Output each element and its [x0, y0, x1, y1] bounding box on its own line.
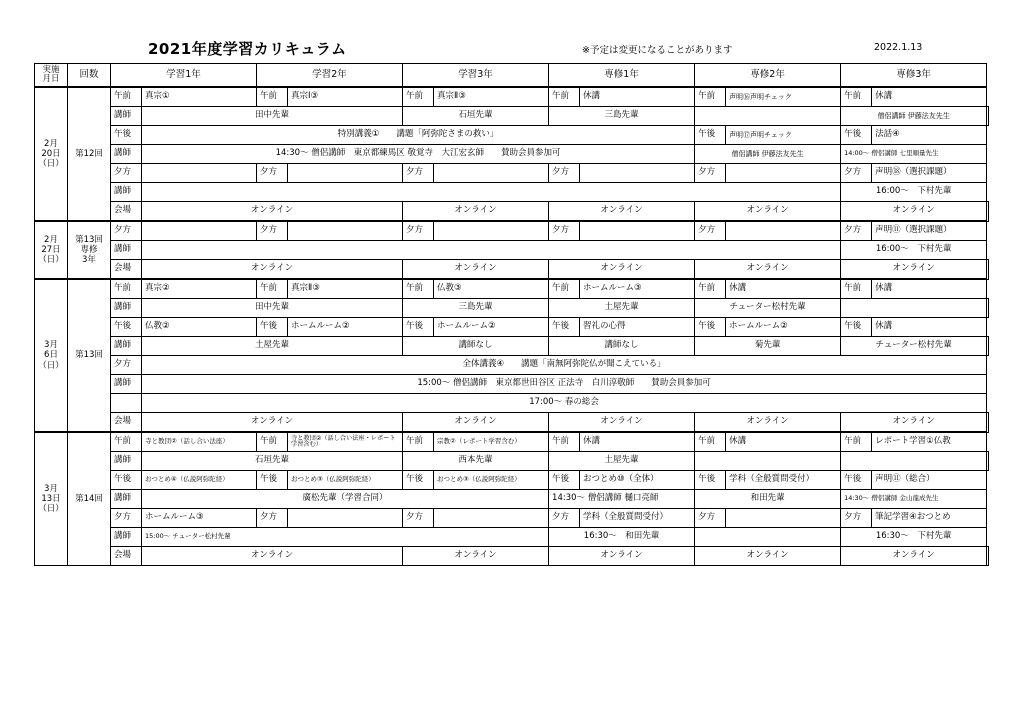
- b2-venue-s3: [987, 260, 989, 280]
- am-label: 午前: [549, 279, 580, 299]
- am-label: 午前: [257, 87, 288, 107]
- b2-venue-g3: オンライン: [549, 260, 695, 280]
- am-label: 午前: [695, 87, 726, 107]
- am-label: 午前: [403, 279, 434, 299]
- pm-label: 午後: [403, 318, 434, 337]
- b1-venue-s1: オンライン: [695, 202, 841, 222]
- table-header-row: [35, 64, 989, 88]
- eve-label: 夕方: [257, 221, 288, 241]
- b4-pm-s1: おつとめ⑩（全体）: [580, 471, 695, 490]
- lecturer-label: 講師: [111, 145, 142, 164]
- b3-eve-main: 全体講義④ 講題「南無阿弥陀仏が聞こえている」: [142, 356, 987, 375]
- b4-am-lect-g1: 石垣先輩: [142, 452, 403, 471]
- header-round: 回数: [68, 64, 111, 88]
- block4-round: 第14回: [68, 432, 111, 566]
- pm-label: 午後: [695, 126, 726, 145]
- eve-label: 夕方: [549, 221, 580, 241]
- eve-label: 夕方: [549, 164, 580, 183]
- b4-pm-lect-s2: 和田先輩: [695, 490, 841, 509]
- table-row: [35, 126, 989, 145]
- am-label: 午前: [841, 279, 872, 299]
- b1-eve-s3: 声明⑱（選択課題）: [872, 164, 987, 183]
- eve-label: 夕方: [403, 221, 434, 241]
- b4-eve-lect-s3: 16:30～ 下村先輩: [841, 528, 987, 547]
- b3-venue-g1: オンライン: [142, 413, 403, 433]
- table-row: [35, 164, 989, 183]
- eve-label: 夕方: [111, 356, 142, 375]
- b3-pm-s3: 休講: [872, 318, 987, 337]
- b4-venue-g1: オンライン: [142, 547, 403, 566]
- b1-venue-g3: オンライン: [549, 202, 695, 222]
- eve-label: 夕方: [257, 164, 288, 183]
- b3-am-g1: 真宗②: [142, 279, 257, 299]
- header-s1: 専修1年: [549, 64, 695, 88]
- eve-label: 夕方: [111, 221, 142, 241]
- table-row: [35, 260, 989, 280]
- block3-date: 3月 6日 （日）: [35, 279, 68, 432]
- table-row: [35, 145, 989, 164]
- b1-am-lect-g1: 田中先輩: [142, 107, 403, 126]
- lecturer-label: 講師: [111, 490, 142, 509]
- b4-am-lect-g2: 西本先輩: [403, 452, 549, 471]
- lecturer-label: 講師: [111, 107, 142, 126]
- b3-venue-g2: オンライン: [403, 413, 549, 433]
- b1-pm-s3: 法話④: [872, 126, 987, 145]
- table-row: [35, 356, 989, 375]
- eve-label: 夕方: [111, 164, 142, 183]
- eve-label: 夕方: [257, 509, 288, 528]
- b3-extra-event: 17:00～ 春の総会: [142, 394, 987, 413]
- pm-label: 午後: [111, 318, 142, 337]
- header-date: 実施 月日: [35, 64, 68, 88]
- table-row: [35, 413, 989, 433]
- b2-venue-s2: オンライン: [841, 260, 987, 280]
- b1-am-g2: 真宗Ⅰ③: [288, 87, 403, 107]
- table-row: [35, 509, 989, 528]
- b1-am-g3: 真宗Ⅱ③: [434, 87, 549, 107]
- b3-venue-s3: [987, 413, 989, 433]
- header-s3: 専修3年: [841, 64, 987, 88]
- pm-label: 午後: [695, 318, 726, 337]
- am-label: 午前: [403, 87, 434, 107]
- venue-label: 会場: [111, 202, 142, 222]
- eve-label: 夕方: [841, 221, 872, 241]
- pm-label: 午後: [841, 318, 872, 337]
- b3-eve-lect-main: 15:00～ 僧侶講師 東京都世田谷区 正法寺 白川淳敬師 賛助会員参加可: [142, 375, 987, 394]
- table-row: [35, 394, 989, 413]
- b4-venue-g3: オンライン: [549, 547, 695, 566]
- b4-pm-s2: 学科（全般質問受付）: [726, 471, 841, 490]
- b1-am-g1: 真宗①: [142, 87, 257, 107]
- table-row: [35, 547, 989, 566]
- b1-am-lect-g2: 石垣先輩: [403, 107, 549, 126]
- table-row: [35, 87, 989, 107]
- b4-eve-lect-g1: 15:00～ チューター松村先輩: [142, 528, 549, 547]
- eve-label: 夕方: [695, 221, 726, 241]
- b1-am-lect-g3: 三島先輩: [549, 107, 695, 126]
- lecturer-label: 講師: [111, 299, 142, 318]
- block2-round: 第13回 専修 3年: [68, 221, 111, 279]
- b3-am-lect-g1: 田中先輩: [142, 299, 403, 318]
- table-row: [35, 432, 989, 452]
- b2-eve-s3: 声明⑪（選択課題）: [872, 221, 987, 241]
- table-row: [35, 490, 989, 509]
- b1-pm-lect-main: 14:30～ 僧侶講師 東京都練馬区 敬覚寺 大江宏玄師 賛助会員参加可: [142, 145, 695, 164]
- page-title: 2021年度学習カリキュラム: [148, 40, 347, 58]
- am-label: 午前: [111, 87, 142, 107]
- lecturer-label: 講師: [111, 241, 142, 260]
- am-label: 午前: [695, 432, 726, 452]
- table-row: [35, 471, 989, 490]
- am-label: 午前: [257, 432, 288, 452]
- venue-label: 会場: [111, 547, 142, 566]
- b1-venue-s3: [987, 202, 989, 222]
- am-label: 午前: [549, 87, 580, 107]
- b3-pm-lect-s1: 菊先輩: [695, 337, 841, 356]
- b4-pm-lect-s3: 14:30～ 僧侶講師 金山龍成先生: [841, 490, 987, 509]
- issue-date: 2022.1.13: [874, 42, 923, 53]
- table-row: [35, 241, 989, 260]
- am-label: 午前: [111, 432, 142, 452]
- b4-am-lect-g3: 土屋先輩: [549, 452, 695, 471]
- b1-eve-lect-s3: 16:00～ 下村先輩: [841, 183, 987, 202]
- eve-label: 夕方: [841, 509, 872, 528]
- b4-am-lect-s3: [987, 452, 989, 471]
- am-label: 午前: [403, 432, 434, 452]
- b2-venue-g1: オンライン: [142, 260, 403, 280]
- pm-label: 午後: [841, 126, 872, 145]
- b4-venue-g2: オンライン: [403, 547, 549, 566]
- b3-am-lect-g2: 三島先輩: [403, 299, 549, 318]
- block2-date: 2月 27日 （日）: [35, 221, 68, 279]
- b4-eve-lect-s1: 16:30～ 和田先輩: [549, 528, 695, 547]
- b1-am-s1: 休講: [580, 87, 695, 107]
- b2-eve-lect-s3: 16:00～ 下村先輩: [841, 241, 987, 260]
- table-row: [35, 318, 989, 337]
- header-g2: 学習2年: [257, 64, 403, 88]
- b2-venue-g2: オンライン: [403, 260, 549, 280]
- table-row: [35, 528, 989, 547]
- b1-venue-g1: オンライン: [142, 202, 403, 222]
- b4-am-s3: レポート学習①仏教: [872, 432, 987, 452]
- b4-eve-g1: ホームルーム③: [142, 509, 257, 528]
- b3-am-s2: 休講: [726, 279, 841, 299]
- pm-label: 午後: [111, 471, 142, 490]
- am-label: 午前: [695, 279, 726, 299]
- b4-am-g2: 寺と教団②（話し合い法座・レポート学習含む）: [288, 432, 403, 452]
- b3-am-s1: ホームルーム③: [580, 279, 695, 299]
- lecturer-label: 講師: [111, 452, 142, 471]
- venue-label: 会場: [111, 413, 142, 433]
- lecturer-label: 講師: [111, 528, 142, 547]
- b2-venue-s1: オンライン: [695, 260, 841, 280]
- b1-am-lect-s2: 僧侶講師 伊藤法友先生: [841, 107, 987, 126]
- block1-round: 第12回: [68, 87, 111, 221]
- am-label: 午前: [841, 432, 872, 452]
- pm-label: 午後: [841, 471, 872, 490]
- b4-eve-s3: 筆記学習④おつとめ: [872, 509, 987, 528]
- b4-pm-g2: おつとめ③（仏説阿弥陀経）: [288, 471, 403, 490]
- pm-label: 午後: [257, 318, 288, 337]
- b4-pm-s3: 声明⑪（総合）: [872, 471, 987, 490]
- b4-venue-s3: [987, 547, 989, 566]
- b1-venue-g2: オンライン: [403, 202, 549, 222]
- header-g1: 学習1年: [111, 64, 257, 88]
- b3-pm-s2: ホームルーム②: [726, 318, 841, 337]
- lecturer-label: 講師: [111, 183, 142, 202]
- am-label: 午前: [111, 279, 142, 299]
- table-row: [35, 202, 989, 222]
- b1-am-s2: 声明⑯声明チェック: [726, 87, 841, 107]
- b3-pm-lect-g3: 講師なし: [549, 337, 695, 356]
- table-row: [35, 452, 989, 471]
- b4-venue-s2: オンライン: [841, 547, 987, 566]
- lecturer-label: 講師: [111, 375, 142, 394]
- table-row: [35, 107, 989, 126]
- b3-pm-g1: 仏教②: [142, 318, 257, 337]
- b3-am-g3: 仏教③: [434, 279, 549, 299]
- table-row: [35, 221, 989, 241]
- lecturer-label: 講師: [111, 337, 142, 356]
- eve-label: 夕方: [111, 509, 142, 528]
- b4-am-s2: 休講: [726, 432, 841, 452]
- b3-am-lect-s1: チューター松村先輩: [695, 299, 841, 318]
- b1-pm-lect-s3: 14:00～ 僧侶講師 七里順量先生: [841, 145, 987, 164]
- eve-label: 夕方: [403, 164, 434, 183]
- header-g3: 学習3年: [403, 64, 549, 88]
- venue-label: 会場: [111, 260, 142, 280]
- block3-round: 第13回: [68, 279, 111, 432]
- b3-am-g2: 真宗Ⅱ③: [288, 279, 403, 299]
- table-row: [35, 183, 989, 202]
- b1-am-lect-s3: [987, 107, 989, 126]
- b1-pm-s2: 声明⑰声明チェック: [726, 126, 841, 145]
- b1-pm-main: 特別講義① 講題「阿弥陀さまの救い」: [142, 126, 695, 145]
- b4-pm-g1: おつとめ④（仏説阿弥陀経）: [142, 471, 257, 490]
- b1-venue-s2: オンライン: [841, 202, 987, 222]
- pm-label: 午後: [257, 471, 288, 490]
- b1-am-lect-s1: [695, 107, 841, 126]
- b4-am-g1: 寺と教団②（話し合い法座）: [142, 432, 257, 452]
- b3-pm-g3: ホームルーム②: [434, 318, 549, 337]
- b4-am-s1: 休講: [580, 432, 695, 452]
- b1-am-s3: 休講: [872, 87, 987, 107]
- pm-label: 午後: [403, 471, 434, 490]
- pm-label: 午後: [111, 126, 142, 145]
- b3-am-lect-g3: 土屋先輩: [549, 299, 695, 318]
- block4-date: 3月 13日 （日）: [35, 432, 68, 566]
- block1-date: 2月 20日 （日）: [35, 87, 68, 221]
- change-note: ※予定は変更になることがあります: [582, 45, 733, 56]
- eve-label: 夕方: [695, 164, 726, 183]
- am-label: 午前: [549, 432, 580, 452]
- b3-venue-s1: オンライン: [695, 413, 841, 433]
- b4-am-g3: 宗教②（レポート学習含む）: [434, 432, 549, 452]
- eve-label: 夕方: [841, 164, 872, 183]
- b4-pm-lect-s1: 14:30～ 僧侶講師 樋口亮師: [549, 490, 695, 509]
- b3-pm-lect-g1: 土屋先輩: [142, 337, 403, 356]
- eve-label: 夕方: [403, 509, 434, 528]
- header-s2: 専修2年: [695, 64, 841, 88]
- table-row: [35, 337, 989, 356]
- pm-label: 午後: [549, 471, 580, 490]
- b3-venue-s2: オンライン: [841, 413, 987, 433]
- eve-label: 夕方: [695, 509, 726, 528]
- b3-am-s3: 休講: [872, 279, 987, 299]
- b3-pm-lect-g2: 講師なし: [403, 337, 549, 356]
- eve-label: 夕方: [549, 509, 580, 528]
- b3-pm-s1: 習礼の心得: [580, 318, 695, 337]
- b3-pm-lect-s2: チューター松村先輩: [841, 337, 987, 356]
- b4-pm-g3: おつとめ③（仏説阿弥陀経）: [434, 471, 549, 490]
- table-row: [35, 279, 989, 299]
- b3-pm-g2: ホームルーム②: [288, 318, 403, 337]
- b4-eve-s1: 学科（全般質問受付）: [580, 509, 695, 528]
- b1-pm-lect-s2: 僧侶講師 伊藤法友先生: [695, 145, 841, 164]
- pm-label: 午後: [695, 471, 726, 490]
- pm-label: 午後: [549, 318, 580, 337]
- am-label: 午前: [257, 279, 288, 299]
- am-label: 午前: [841, 87, 872, 107]
- b4-pm-lect-main: 廣松先輩（学習合同）: [142, 490, 549, 509]
- b4-venue-s1: オンライン: [695, 547, 841, 566]
- table-row: [35, 299, 989, 318]
- table-row: [35, 375, 989, 394]
- b3-venue-g3: オンライン: [549, 413, 695, 433]
- curriculum-table: [34, 63, 989, 566]
